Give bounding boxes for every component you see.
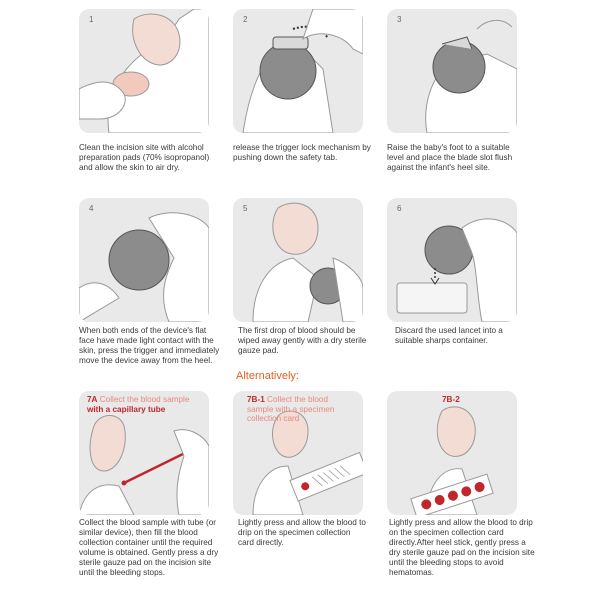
step-7b2-title: 7B-2: [442, 395, 460, 404]
step-5-caption: The first drop of blood should be wiped away gently with a dry sterile gauze pad.: [238, 326, 367, 355]
sharps-container-icon: [387, 198, 517, 322]
step-3-illustration: [387, 9, 517, 133]
step-7b1-title: 7B-1 Collect the blood sample with a specimen collection card: [247, 395, 335, 423]
wipe-blood-icon: [233, 198, 363, 322]
step-7b1-illustration: [233, 391, 363, 515]
step-7b1-caption: Lightly press and allow the blood to drip on the specimen collection card directly.: [238, 518, 366, 547]
step-4-caption: When both ends of the device's flat face have made light contact with the skin, press the trigger and immediately move the device away from the heel.: [79, 326, 220, 365]
step-3-caption: Raise the baby's foot to a suitable level and place the blade slot flush against the infant's heel site.: [387, 143, 513, 172]
step-6-illustration: [387, 198, 517, 322]
step-number: 6: [397, 204, 402, 213]
step-7a-caption: Collect the blood sample with tube (or similar device), then fill the blood collection container until the required volume is obtained. Gently press a dry sterile gauze pad on the incision site until the bleeding stops.: [79, 518, 219, 577]
blood-spots-card-icon: [387, 391, 517, 515]
step-6-caption: Discard the used lancet into a suitable sharps container.: [395, 326, 503, 345]
step-number: 3: [397, 15, 402, 24]
step-7a-title: 7A Collect the blood sample with a capillary tube: [87, 395, 190, 414]
step-1-illustration: [79, 9, 209, 133]
step-number: 2: [243, 15, 248, 24]
step-number: 4: [89, 204, 94, 213]
device-on-heel-icon: [387, 9, 517, 133]
step-2-caption: release the trigger lock mechanism by pushing down the safety tab.: [233, 143, 371, 162]
step-1-caption: Clean the incision site with alcohol preparation pads (70% isopropanol) and allow the skin to air dry.: [79, 143, 210, 172]
step-7a-illustration: [79, 391, 209, 515]
step-7b2-illustration: [387, 391, 517, 515]
step-7b2-caption: Lightly press and allow the blood to drip on the specimen collection card directly.After heel stick, gently press a dry sterile gauze pad on the incision site until the bleeding stops to avoid hematomas.: [389, 518, 535, 577]
step-2-illustration: [233, 9, 363, 133]
step-5-illustration: [233, 198, 363, 322]
step-number: 1: [89, 15, 94, 24]
step-number: 5: [243, 204, 248, 213]
lancet-device-icon: [233, 9, 363, 133]
press-trigger-icon: [79, 198, 209, 322]
step-4-illustration: [79, 198, 209, 322]
hand-cleaning-heel-icon: [79, 9, 209, 133]
alternatively-heading: Alternatively:: [236, 370, 299, 382]
